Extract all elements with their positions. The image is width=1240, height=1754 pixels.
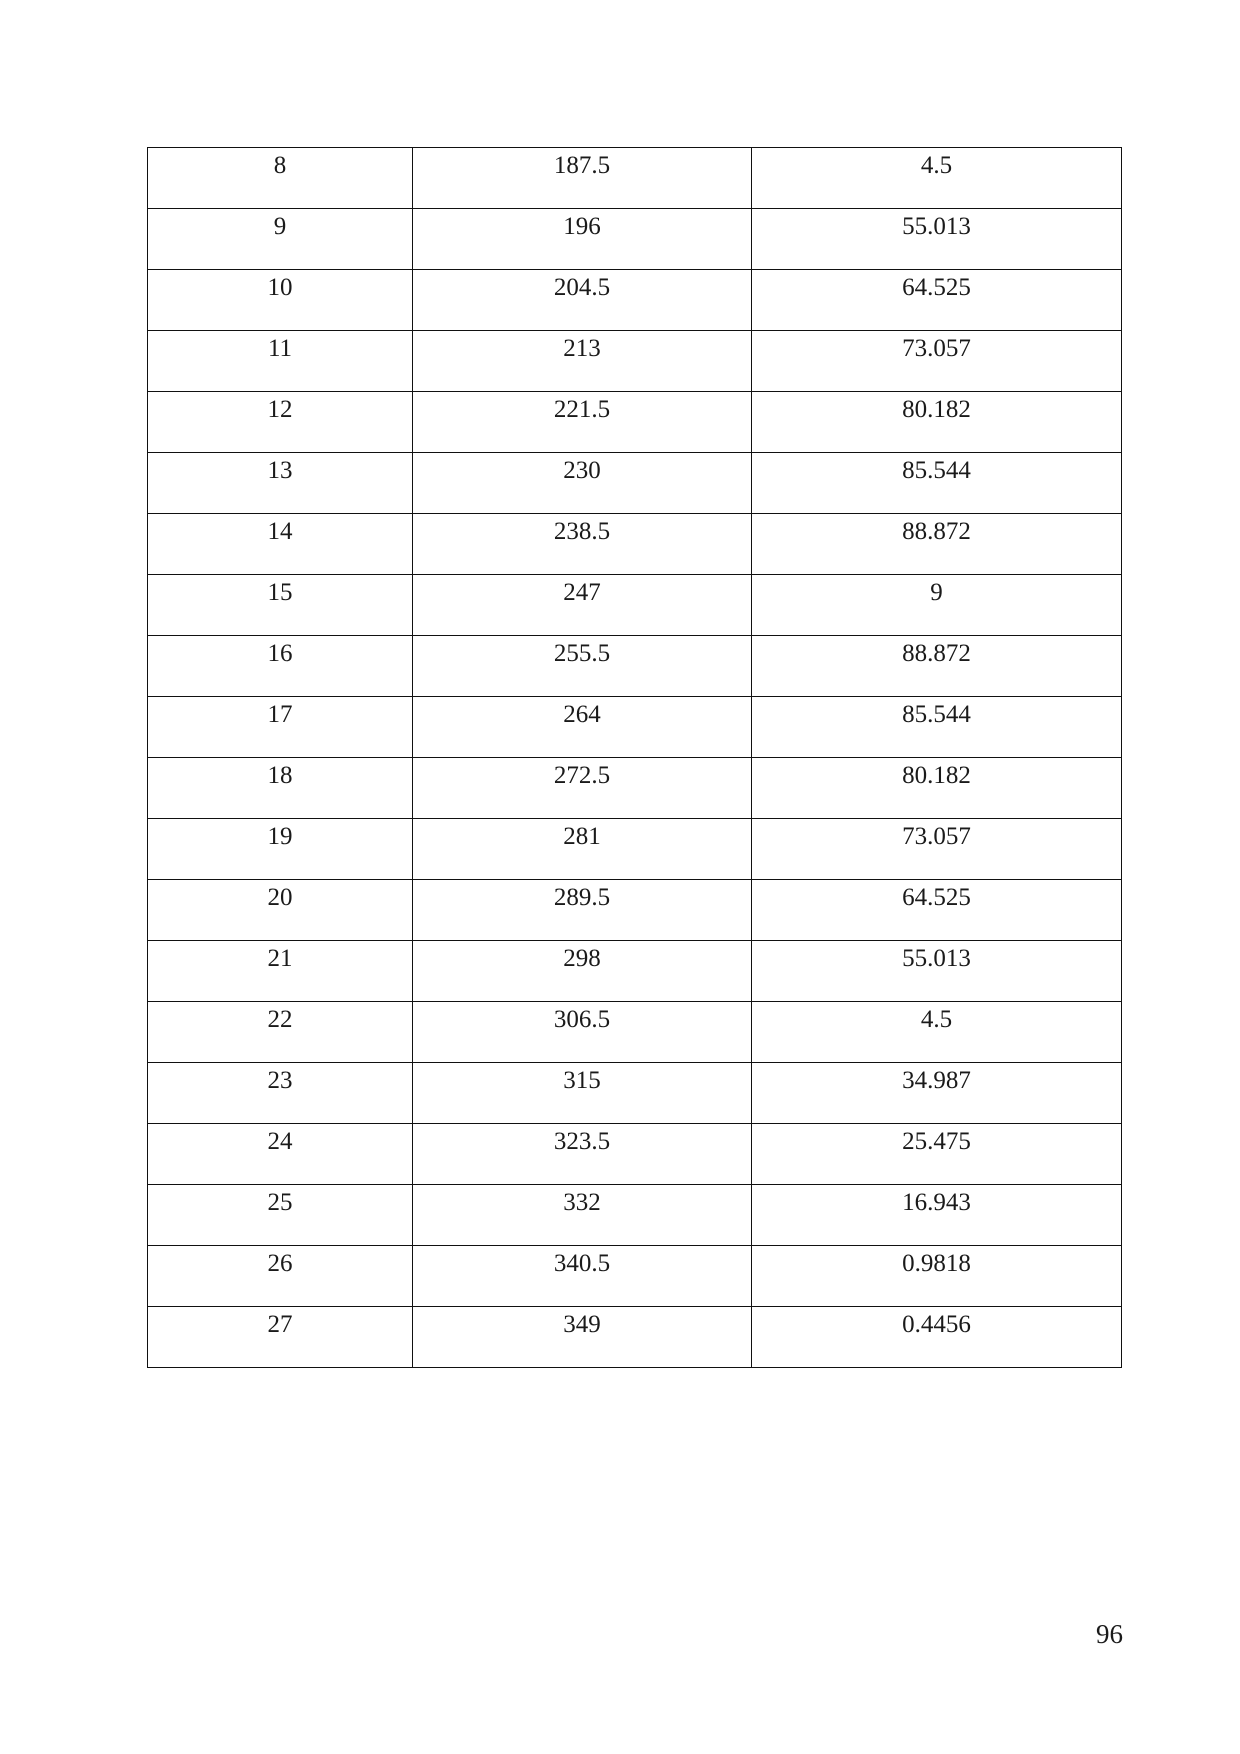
table-row — [148, 697, 1122, 758]
table-row — [148, 819, 1122, 880]
table-row — [148, 575, 1122, 636]
table-cell: 323.5 — [413, 1124, 752, 1185]
table-cell: 9 — [148, 209, 413, 270]
table-cell: 73.057 — [752, 819, 1122, 880]
table-cell: 80.182 — [752, 758, 1122, 819]
table-cell: 298 — [413, 941, 752, 1002]
table-cell: 272.5 — [413, 758, 752, 819]
table-row — [148, 1307, 1122, 1368]
table-row — [148, 758, 1122, 819]
table-row — [148, 148, 1122, 209]
page-number: 96 — [1096, 1619, 1123, 1649]
table-body — [148, 148, 1122, 1368]
table-cell: 88.872 — [752, 636, 1122, 697]
table-row — [148, 209, 1122, 270]
table-cell: 11 — [148, 331, 413, 392]
table-cell: 12 — [148, 392, 413, 453]
table-cell: 64.525 — [752, 270, 1122, 331]
table-row — [148, 453, 1122, 514]
table-cell: 230 — [413, 453, 752, 514]
table-row — [148, 1063, 1122, 1124]
table-cell: 80.182 — [752, 392, 1122, 453]
table-cell: 4.5 — [752, 1002, 1122, 1063]
table-cell: 8 — [148, 148, 413, 209]
table-cell: 16 — [148, 636, 413, 697]
table-cell: 213 — [413, 331, 752, 392]
table-row — [148, 331, 1122, 392]
table-cell: 187.5 — [413, 148, 752, 209]
table-cell: 88.872 — [752, 514, 1122, 575]
table-cell: 20 — [148, 880, 413, 941]
table-row — [148, 1124, 1122, 1185]
table-cell: 34.987 — [752, 1063, 1122, 1124]
table-cell: 13 — [148, 453, 413, 514]
table-row — [148, 514, 1122, 575]
table-cell: 4.5 — [752, 148, 1122, 209]
table-cell: 255.5 — [413, 636, 752, 697]
table-row — [148, 1002, 1122, 1063]
table-cell: 264 — [413, 697, 752, 758]
table-cell: 196 — [413, 209, 752, 270]
table-cell: 349 — [413, 1307, 752, 1368]
table-cell: 15 — [148, 575, 413, 636]
table-row — [148, 636, 1122, 697]
table-row — [148, 392, 1122, 453]
table-cell: 221.5 — [413, 392, 752, 453]
table-cell: 0.9818 — [752, 1246, 1122, 1307]
table-cell: 55.013 — [752, 941, 1122, 1002]
table-cell: 27 — [148, 1307, 413, 1368]
table-row — [148, 270, 1122, 331]
table-cell: 21 — [148, 941, 413, 1002]
table-cell: 340.5 — [413, 1246, 752, 1307]
table-cell: 18 — [148, 758, 413, 819]
table-cell: 25 — [148, 1185, 413, 1246]
table-cell: 306.5 — [413, 1002, 752, 1063]
table-cell: 238.5 — [413, 514, 752, 575]
table-cell: 25.475 — [752, 1124, 1122, 1185]
table-row — [148, 880, 1122, 941]
table-cell: 0.4456 — [752, 1307, 1122, 1368]
table-cell: 10 — [148, 270, 413, 331]
table-row — [148, 1185, 1122, 1246]
table-row — [148, 941, 1122, 1002]
table-cell: 247 — [413, 575, 752, 636]
table-cell: 204.5 — [413, 270, 752, 331]
table-cell: 22 — [148, 1002, 413, 1063]
table-cell: 85.544 — [752, 697, 1122, 758]
table-cell: 9 — [752, 575, 1122, 636]
table-row — [148, 1246, 1122, 1307]
table-cell: 26 — [148, 1246, 413, 1307]
table-cell: 14 — [148, 514, 413, 575]
table-cell: 315 — [413, 1063, 752, 1124]
table-cell: 17 — [148, 697, 413, 758]
table-cell: 85.544 — [752, 453, 1122, 514]
data-table — [147, 147, 1122, 1368]
table-cell: 24 — [148, 1124, 413, 1185]
table-cell: 19 — [148, 819, 413, 880]
table-cell: 332 — [413, 1185, 752, 1246]
table-cell: 64.525 — [752, 880, 1122, 941]
table-cell: 55.013 — [752, 209, 1122, 270]
table-cell: 289.5 — [413, 880, 752, 941]
table-cell: 23 — [148, 1063, 413, 1124]
table-cell: 16.943 — [752, 1185, 1122, 1246]
table-cell: 73.057 — [752, 331, 1122, 392]
table-cell: 281 — [413, 819, 752, 880]
